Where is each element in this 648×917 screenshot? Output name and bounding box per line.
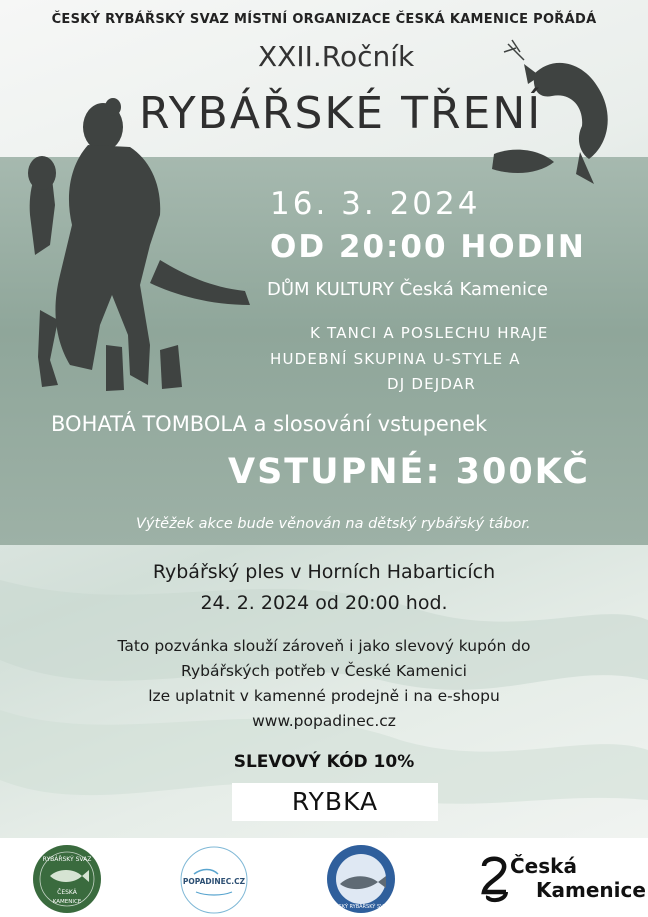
- discount-label: SLEVOVÝ KÓD 10%: [233, 752, 415, 772]
- music-line-3: DJ DEJDAR: [387, 375, 476, 393]
- music-line-2: HUDEBNÍ SKUPINA U-STYLE A: [270, 350, 521, 368]
- town-logo-line-1: Česká: [510, 854, 577, 878]
- invite-line-2: Rybářských potřeb v České Kamenici: [181, 662, 467, 680]
- organizer-line: ČESKÝ RYBÁŘSKÝ SVAZ MÍSTNÍ ORGANIZACE ČESKÁ KAMENICE POŘÁDÁ: [51, 12, 597, 27]
- discount-code: RYBKA: [291, 787, 379, 816]
- event-title: RYBÁŘSKÉ TŘENÍ: [139, 88, 543, 139]
- club-logo-bottom-text: KAMENICE: [52, 899, 82, 905]
- edition-label: XXII.Ročník: [258, 40, 415, 73]
- ples-title: Rybářský ples v Horních Habarticích: [152, 561, 496, 583]
- event-venue: DŮM KULTURY Česká Kamenice: [267, 279, 548, 300]
- tombola-line: BOHATÁ TOMBOLA a slosování vstupenek: [51, 412, 488, 436]
- fishing-club-logo-text: ČESKÝ RYBÁŘSKÝ SVAZ: [331, 904, 391, 910]
- event-time: OD 20:00 HODIN: [270, 229, 586, 265]
- town-logo-mark: [478, 852, 512, 904]
- ples-date: 24. 2. 2024 od 20:00 hod.: [200, 592, 448, 614]
- music-line-1: K TANCI A POSLECHU HRAJE: [310, 324, 549, 342]
- footer-logos: [0, 838, 648, 917]
- proceeds-note: Výtěžek akce bude věnován na dětský rybářský tábor.: [136, 516, 531, 532]
- town-logo-line-2: Kamenice: [536, 878, 646, 902]
- club-logo: [32, 844, 102, 914]
- town-logo: [478, 852, 646, 906]
- fishing-club-logo: [326, 844, 396, 914]
- entry-price: VSTUPNÉ: 300KČ: [228, 452, 590, 492]
- invite-line-3: lze uplatnit v kamenné prodejně i na e-shopu: [148, 687, 500, 705]
- dancers-silhouette: [10, 95, 270, 405]
- club-logo-middle-text: ČESKÁ: [57, 889, 77, 896]
- club-logo-top-text: RYBÁŘSKÝ SVAZ: [42, 856, 92, 863]
- event-date: 16. 3. 2024: [270, 186, 481, 222]
- popadinec-logo-text: POPADINEC.CZ: [182, 877, 246, 886]
- popadinec-logo: [180, 846, 248, 914]
- invite-website: www.popadinec.cz: [252, 712, 396, 730]
- invite-line-1: Tato pozvánka slouží zároveň i jako slevový kupón do: [117, 637, 531, 655]
